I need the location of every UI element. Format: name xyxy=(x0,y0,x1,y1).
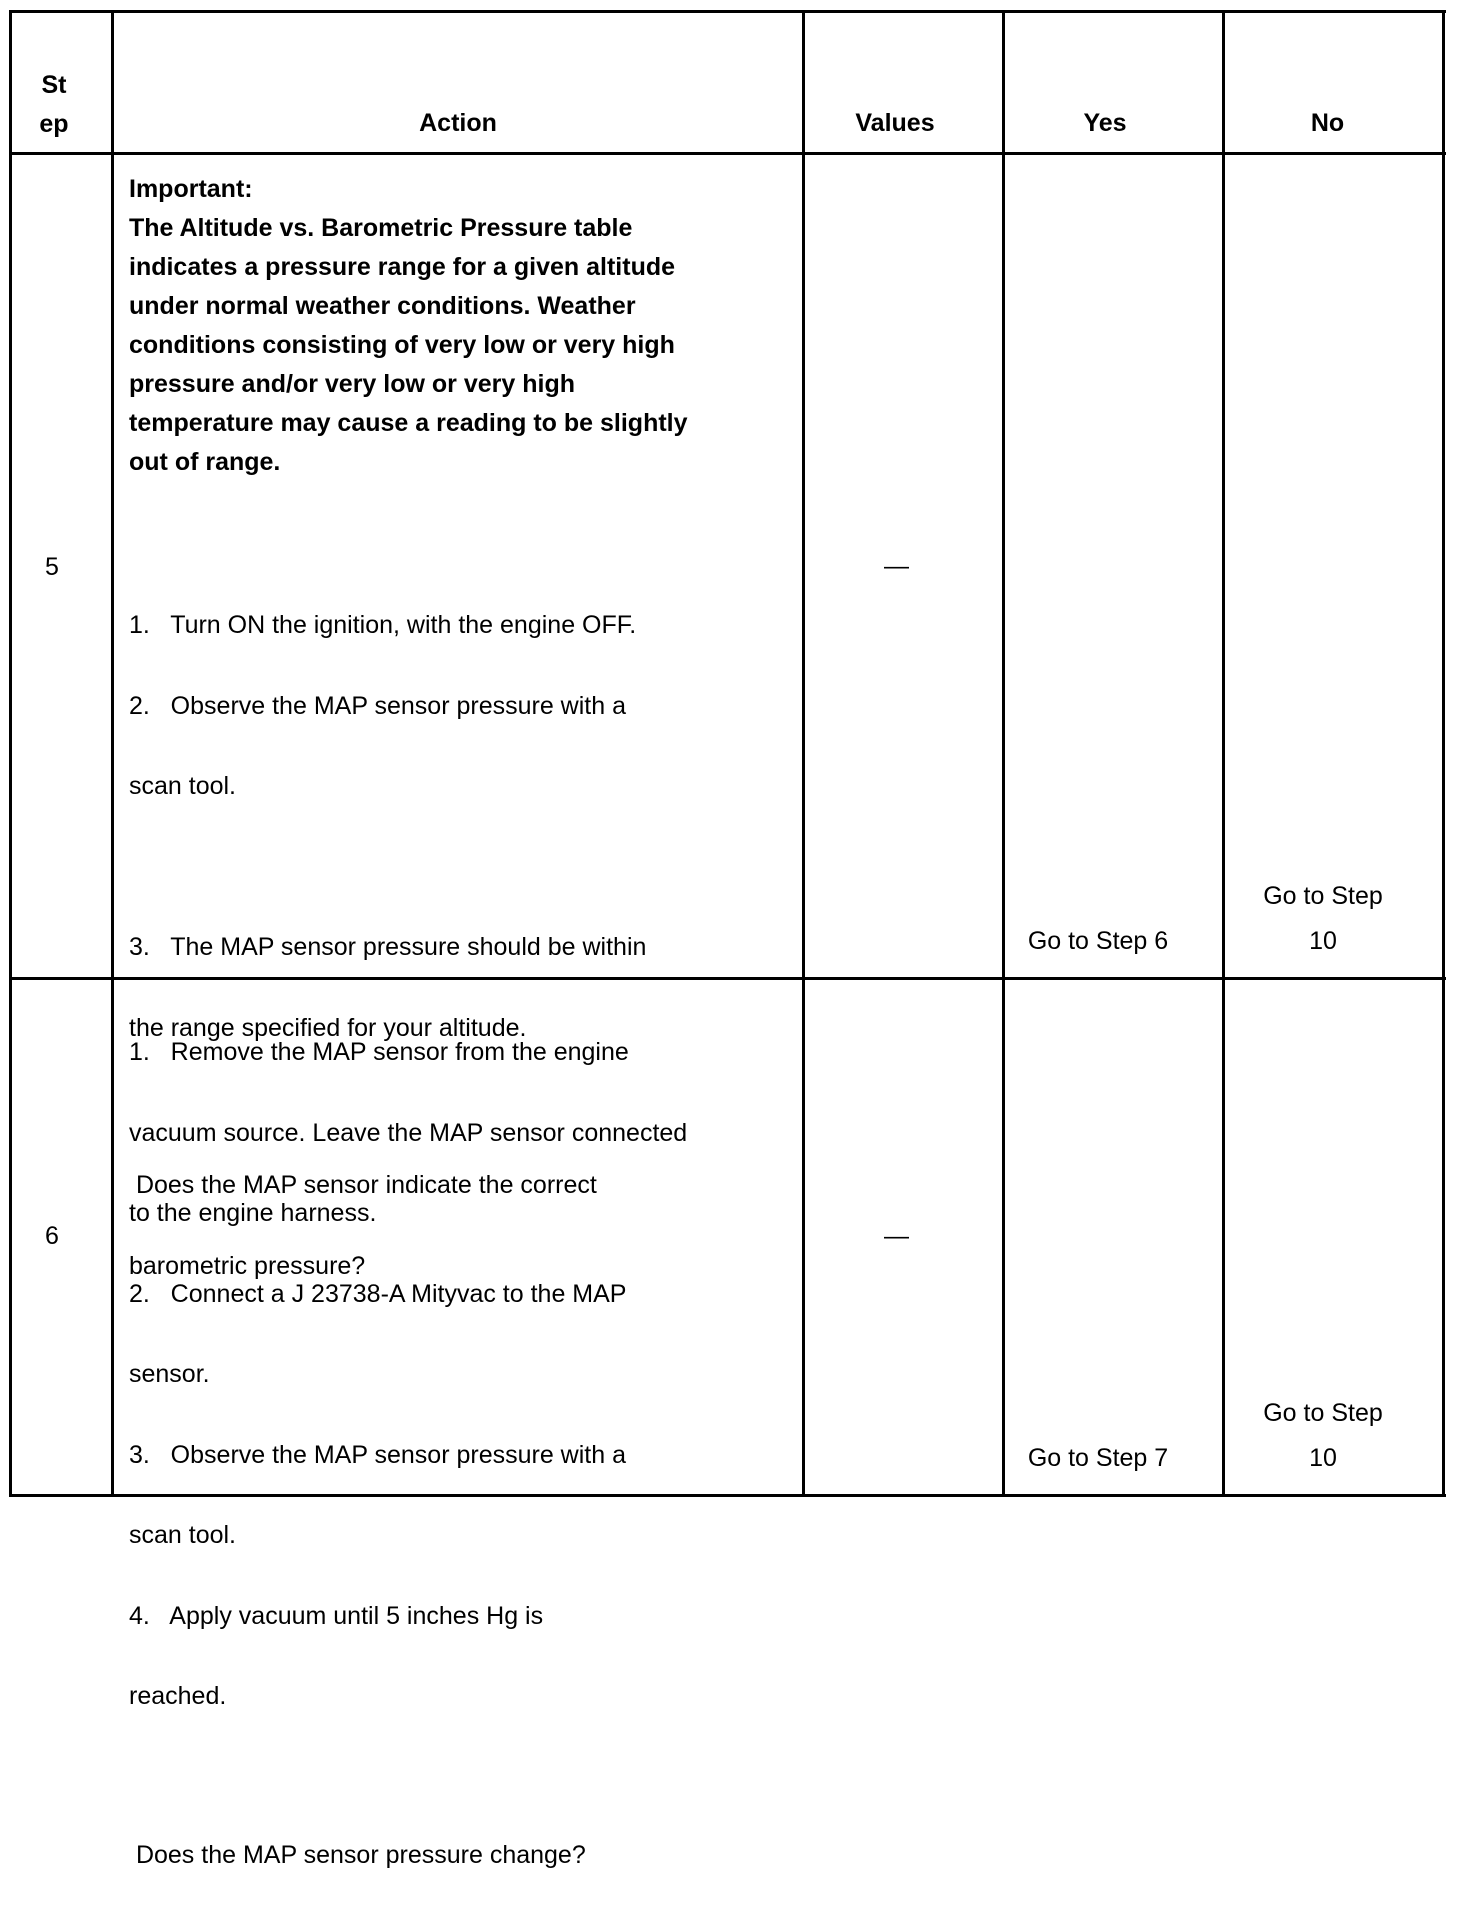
yes-outcome: Go to Step 7 xyxy=(1027,1444,1169,1472)
important-line: out of range. xyxy=(129,448,281,476)
action-line xyxy=(129,845,789,890)
important-line: temperature may cause a reading to be slightly xyxy=(129,409,688,437)
action-line: the range specified for your altitude. xyxy=(129,1013,527,1042)
header-divider xyxy=(9,152,1446,155)
table-border-top xyxy=(9,10,1446,13)
action-line: 3. Observe the MAP sensor pressure with a xyxy=(129,1440,626,1469)
action-question: Does the MAP sensor indicate the correct xyxy=(129,1171,597,1199)
action-line: 2. Observe the MAP sensor pressure with a xyxy=(129,691,626,720)
col-divider-yes xyxy=(1222,10,1225,1497)
no-outcome: Go to Step 10 xyxy=(1263,1399,1383,1472)
action-line xyxy=(129,1755,789,1797)
important-line: conditions consisting of very low or very high xyxy=(129,331,675,359)
col-divider-action xyxy=(802,10,805,1497)
yes-outcome: Go to Step 6 xyxy=(1027,927,1169,955)
action-question: Does the MAP sensor pressure change? xyxy=(129,1840,586,1869)
header-step: St ep xyxy=(39,71,69,138)
action-line: scan tool. xyxy=(129,772,237,800)
important-title: Important: xyxy=(129,175,253,203)
important-line: The Altitude vs. Barometric Pressure table xyxy=(129,214,633,242)
action-line: to the engine harness. xyxy=(129,1199,377,1227)
action-line: 4. Apply vacuum until 5 inches Hg is xyxy=(129,1601,544,1630)
important-line: under normal weather conditions. Weather xyxy=(129,292,636,320)
important-note xyxy=(129,170,789,482)
important-line: indicates a pressure range for a given altitude xyxy=(129,253,676,281)
action-line: 1. Turn ON the ignition, with the engine OFF. xyxy=(129,611,637,639)
header-action: Action xyxy=(419,109,497,137)
action-line: 2. Connect a J 23738-A Mityvac to the MAP xyxy=(129,1279,627,1308)
important-line: pressure and/or very low or very high xyxy=(129,370,575,398)
action-line: scan tool. xyxy=(129,1521,237,1549)
header-values: Values xyxy=(855,109,935,137)
table-border-left xyxy=(9,10,12,1497)
values-dash: — xyxy=(884,1222,909,1250)
action-question: barometric pressure? xyxy=(129,1251,366,1280)
no-outcome: Go to Step 10 xyxy=(1263,882,1383,955)
action-line: reached. xyxy=(129,1682,227,1710)
table-border-right xyxy=(1442,10,1445,1497)
action-steps xyxy=(129,994,789,1913)
header-no: No xyxy=(1310,109,1345,137)
step-number: 6 xyxy=(45,1222,59,1250)
action-line: 1. Remove the MAP sensor from the engine xyxy=(129,1038,629,1066)
values-dash: — xyxy=(884,552,909,580)
step-number: 5 xyxy=(45,553,59,581)
action-line: 3. The MAP sensor pressure should be within xyxy=(129,933,647,961)
header-yes: Yes xyxy=(1083,109,1127,137)
col-divider-values xyxy=(1002,10,1005,1497)
col-divider-step xyxy=(111,10,114,1497)
action-line: sensor. xyxy=(129,1360,210,1388)
action-line: vacuum source. Leave the MAP sensor connected xyxy=(129,1118,688,1147)
